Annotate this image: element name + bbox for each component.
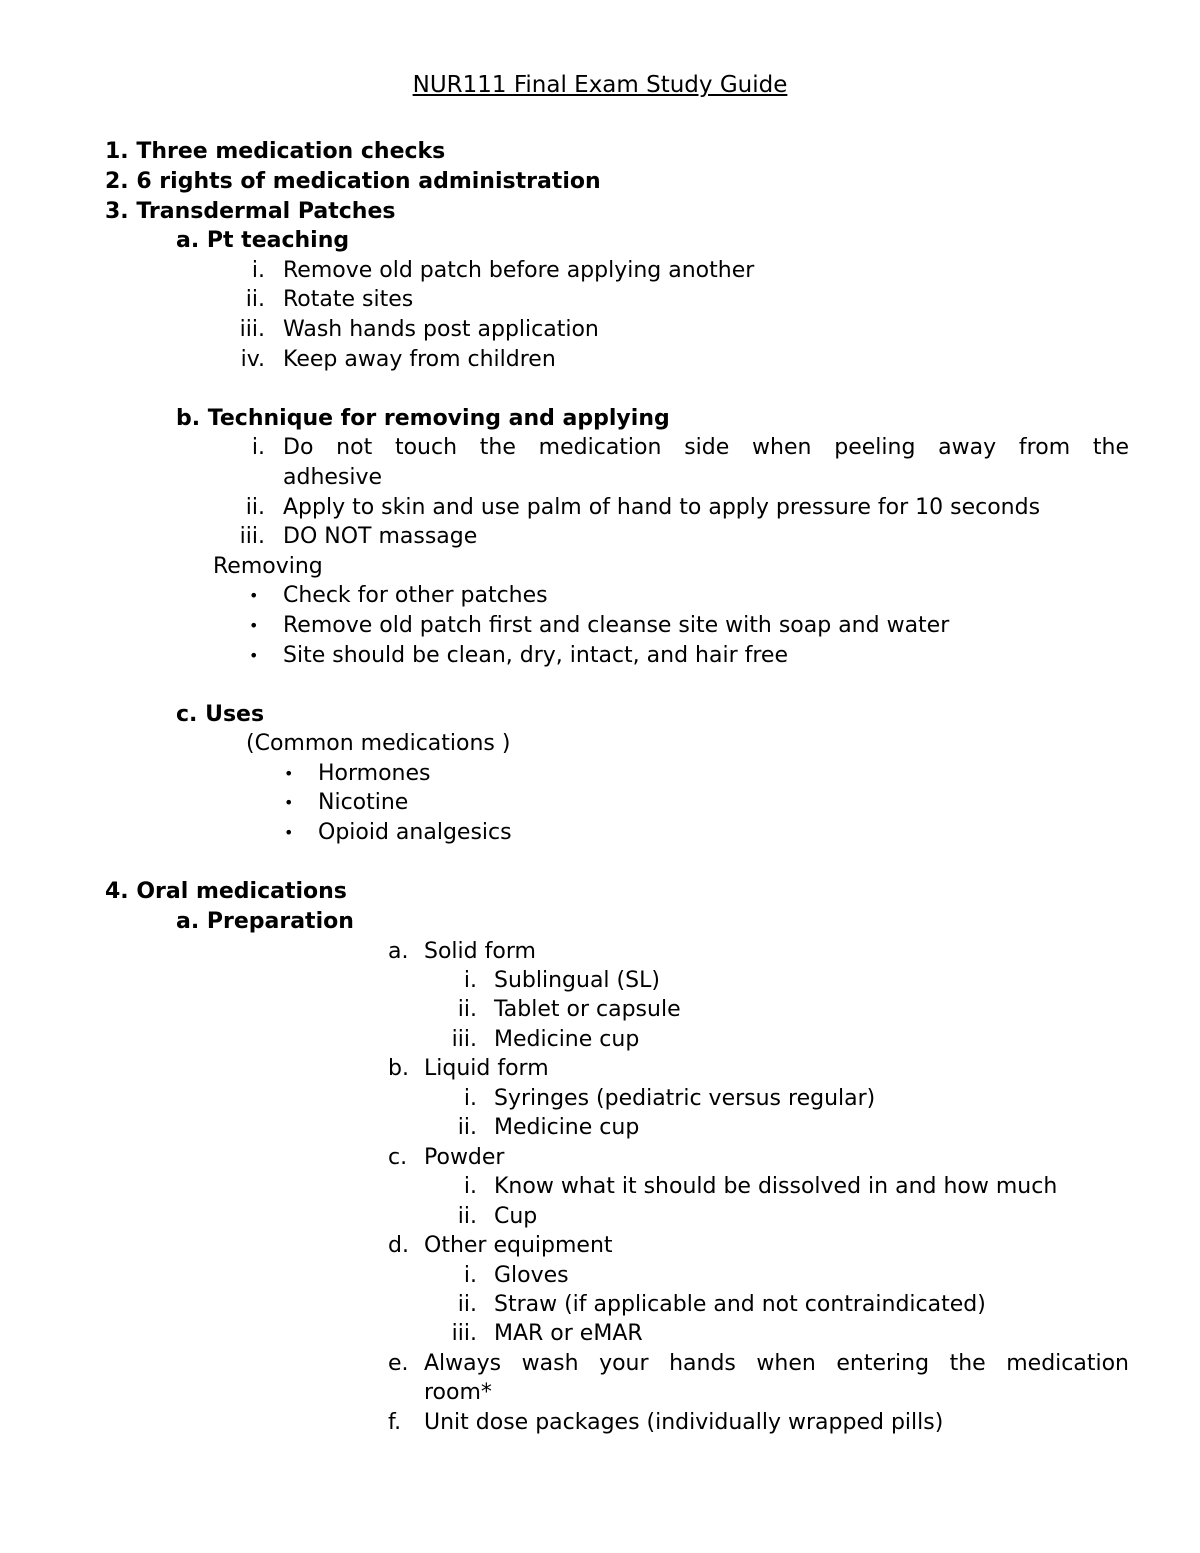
bullet-text: Opioid analgesics: [318, 820, 512, 845]
list-text: Powder: [424, 1145, 505, 1170]
list-text: DO NOT massage: [283, 524, 478, 549]
oral-item-unit-dose: [388, 1408, 944, 1438]
bullet-icon: •: [249, 616, 259, 635]
subsection-title: Technique for removing and applying: [207, 406, 670, 431]
section-title: Three medication checks: [136, 139, 446, 164]
list-marker: f.: [388, 1410, 402, 1435]
list-text: Other equipment: [424, 1233, 613, 1258]
list-marker: iv.: [240, 347, 265, 372]
oral-item-liquid: [388, 1054, 549, 1084]
oral-item-wash-hands: [388, 1349, 1129, 1379]
list-text: Cup: [494, 1204, 538, 1229]
section-4: [105, 877, 347, 907]
list-text-continued: adhesive: [283, 465, 383, 490]
list-marker: i.: [463, 968, 477, 993]
list-text: Medicine cup: [494, 1027, 640, 1052]
bullet-text: Site should be clean, dry, intact, and hair free: [283, 643, 788, 668]
list-marker: i.: [251, 435, 265, 460]
bullet-icon: •: [284, 793, 294, 812]
list-text: Solid form: [424, 939, 536, 964]
oral-item-solid: [388, 937, 536, 967]
subsection-title: Preparation: [206, 909, 354, 934]
list-marker: ii.: [457, 1292, 477, 1317]
bullet-text: Check for other patches: [283, 583, 548, 608]
subsection-technique: [176, 404, 670, 434]
list-text: Straw (if applicable and not contraindicated): [494, 1292, 986, 1317]
list-marker: i.: [251, 258, 265, 283]
subsection-uses: [176, 700, 264, 730]
list-marker: e.: [388, 1351, 409, 1376]
subsection-label: a.: [176, 228, 200, 253]
list-text: Keep away from children: [283, 347, 556, 372]
section-2: [105, 167, 601, 197]
oral-item-equipment: [388, 1231, 613, 1261]
list-marker: ii.: [457, 997, 477, 1022]
list-marker: a.: [388, 939, 409, 964]
list-text: Gloves: [494, 1263, 569, 1288]
subsection-label: c.: [176, 702, 198, 727]
bullet-text: Nicotine: [318, 790, 409, 815]
section-number: 4.: [105, 879, 129, 904]
removing-label: Removing: [213, 554, 323, 579]
list-text: Liquid form: [424, 1056, 549, 1081]
list-text: Tablet or capsule: [494, 997, 681, 1022]
list-text: MAR or eMAR: [494, 1321, 643, 1346]
section-1: [105, 137, 445, 167]
list-text: Wash hands post application: [283, 317, 599, 342]
subsection-label: b.: [176, 406, 201, 431]
list-marker: d.: [388, 1233, 409, 1258]
section-title: 6 rights of medication administration: [136, 169, 601, 194]
list-marker: i.: [463, 1086, 477, 1111]
list-marker: ii.: [457, 1115, 477, 1140]
list-text: Unit dose packages (individually wrapped pills): [424, 1410, 944, 1435]
section-number: 2.: [105, 169, 129, 194]
subsection-pt-teaching: [176, 226, 349, 256]
list-marker: ii.: [245, 287, 265, 312]
list-text: Know what it should be dissolved in and how much: [494, 1174, 1058, 1199]
list-marker: iii.: [239, 524, 265, 549]
list-marker: iii.: [239, 317, 265, 342]
list-marker: iii.: [451, 1321, 477, 1346]
list-text: Apply to skin and use palm of hand to apply pressure for 10 seconds: [283, 495, 1041, 520]
section-number: 1.: [105, 139, 129, 164]
list-text: Medicine cup: [494, 1115, 640, 1140]
bullet-text: Hormones: [318, 761, 431, 786]
list-text: Remove old patch before applying another: [283, 258, 755, 283]
list-marker: i.: [463, 1174, 477, 1199]
list-marker: iii.: [451, 1027, 477, 1052]
section-number: 3.: [105, 199, 129, 224]
uses-subtitle: (Common medications ): [246, 731, 511, 756]
subsection-preparation: [176, 907, 354, 937]
list-text: Syringes (pediatric versus regular): [494, 1086, 876, 1111]
section-title: Transdermal Patches: [136, 199, 396, 224]
list-marker: b.: [388, 1056, 409, 1081]
subsection-title: Uses: [205, 702, 265, 727]
bullet-icon: •: [284, 764, 294, 783]
bullet-text: Remove old patch first and cleanse site with soap and water: [283, 613, 950, 638]
list-marker: ii.: [245, 495, 265, 520]
section-3: [105, 197, 396, 227]
list-text: Rotate sites: [283, 287, 414, 312]
list-text: Sublingual (SL): [494, 968, 660, 993]
list-text: Do not touch the medication side when peeling away from the: [283, 435, 1129, 460]
list-marker: c.: [388, 1145, 408, 1170]
subsection-title: Pt teaching: [206, 228, 350, 253]
section-title: Oral medications: [136, 879, 347, 904]
list-text-continued: room*: [424, 1380, 492, 1405]
subsection-label: a.: [176, 909, 200, 934]
bullet-icon: •: [284, 823, 294, 842]
list-marker: i.: [463, 1263, 477, 1288]
list-text: Always wash your hands when entering the medication: [424, 1351, 1129, 1376]
bullet-icon: •: [249, 586, 259, 605]
page-title: NUR111 Final Exam Study Guide: [412, 72, 788, 98]
list-marker: ii.: [457, 1204, 477, 1229]
bullet-icon: •: [249, 646, 259, 665]
oral-item-powder: [388, 1143, 505, 1173]
